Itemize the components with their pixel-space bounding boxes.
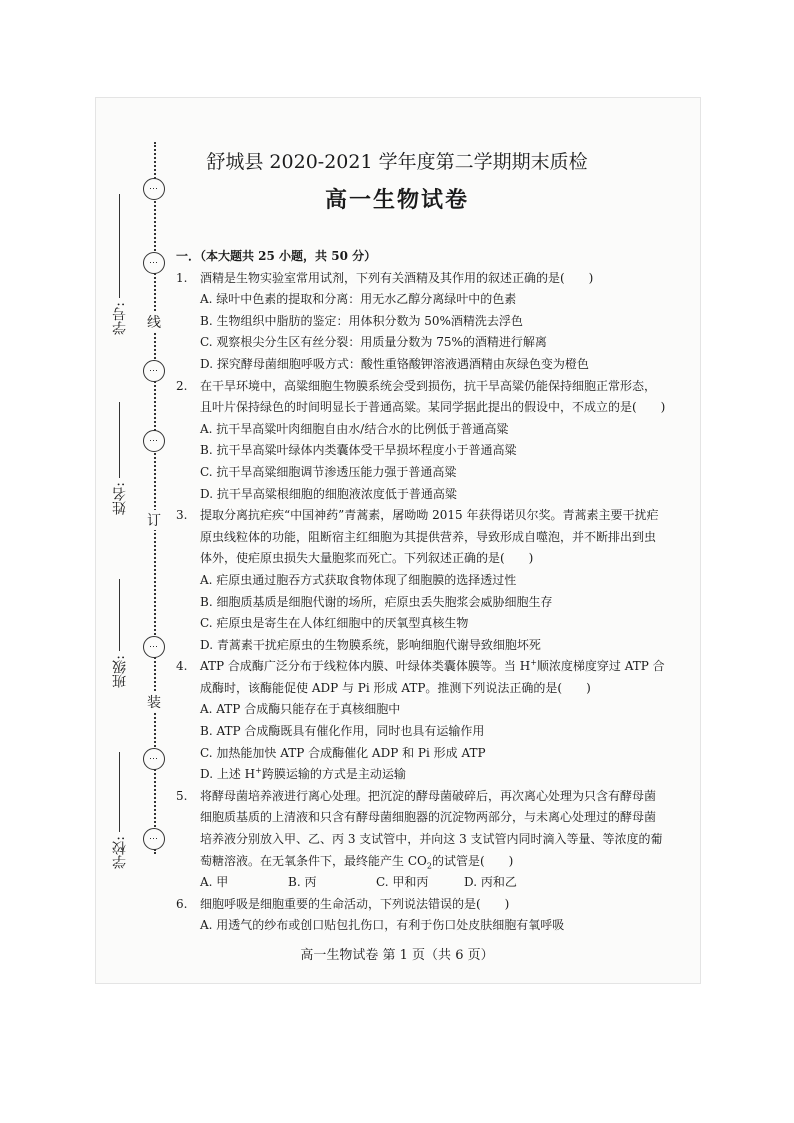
option-2b[interactable]: B. 抗干旱高粱叶绿体内类囊体受干旱损坏程度小于普通高粱 [200,443,517,458]
option-1b[interactable]: B. 生物组织中脂肪的鉴定：用体积分数为 50%酒精洗去浮色 [200,313,523,328]
field-name[interactable]: 姓名: [110,398,130,515]
field-class[interactable]: 班级: [110,575,130,688]
binding-hole: ⋯ [143,178,165,200]
options-5 [176,872,666,894]
option-3d[interactable]: D. 青蒿素干扰疟原虫的生物膜系统，影响细胞代谢导致细胞坏死 [200,637,541,652]
binding-hole: ⋯ [143,430,165,452]
option-3b[interactable]: B. 细胞质基质是细胞代谢的场所，疟原虫丢失胞浆会威胁细胞生存 [200,594,553,609]
question-4: 4. ATP 合成酶广泛分布于线粒体内膜、叶绿体类囊体膜等。当 H+顺浓度梯度穿过 ATP 合成酶时，该酶能促使 ADP 与 Pi 形成 ATP。推测下列说法正确的是( ) [176,658,665,695]
section-heading: 一．（本大题共 25 小题，共 50 分） [176,249,377,263]
option-4d[interactable]: D. 上述 H+跨膜运输的方式是主动运输 [200,766,406,782]
option-4a[interactable]: A. ATP 合成酶只能存在于真核细胞中 [200,702,401,717]
page-footer: 高一生物试卷 第 1 页（共 6 页） [300,948,494,963]
option-2c[interactable]: C. 抗干旱高粱细胞调节渗透压能力强于普通高粱 [200,464,457,479]
option-3a[interactable]: A. 疟原虫通过胞吞方式获取食物体现了细胞膜的选择透过性 [200,572,517,587]
option-1d[interactable]: D. 探究酵母菌细胞呼吸方式：酸性重铬酸钾溶液遇酒精由灰绿色变为橙色 [200,356,589,371]
field-school[interactable]: 学校: [110,748,130,869]
option-5d[interactable]: D. 丙和乙 [464,875,517,890]
option-3c[interactable]: C. 疟原虫是寄生在人体红细胞中的厌氧型真核生物 [200,616,469,631]
question-list [176,246,666,937]
question-6: 6. 细胞呼吸是细胞重要的生命活动，下列说法错误的是( ) [176,896,510,911]
option-5b[interactable]: B. 丙 [288,875,317,890]
option-2d[interactable]: D. 抗干旱高粱根细胞的细胞液浓度低于普通高粱 [200,486,457,501]
option-2a[interactable]: A. 抗干旱高粱叶肉细胞自由水/结合水的比例低于普通高粱 [200,421,509,436]
question-1: 1. 酒精是生物实验室常用试剂，下列有关酒精及其作用的叙述正确的是( ) [176,270,594,285]
question-2: 2. 在干旱环境中，高粱细胞生物膜系统会受到损伤，抗干旱高粱仍能保持细胞正常形态，且叶片保持绿色的时间明显长于普通高粱。某同学据此提出的假设中，不成立的是( ) [176,378,666,415]
exam-subtitle: 高一生物试卷 [324,187,469,213]
binding-hole: ⋯ [143,748,165,770]
option-1c[interactable]: C. 观察根尖分生区有丝分裂：用质量分数为 75%的酒精进行解离 [200,335,547,350]
exam-title: 舒城县 2020-2021 学年度第二学期期末质检 [206,151,588,173]
binding-char-staple: 订 [146,510,162,530]
option-4b[interactable]: B. ATP 合成酶既具有催化作用，同时也具有运输作用 [200,724,485,739]
binding-char-line: 线 [146,312,162,332]
binding-hole: ⋯ [143,828,165,850]
field-student-id[interactable]: 学号: [110,190,130,335]
option-4c[interactable]: C. 加热能加快 ATP 合成酶催化 ADP 和 Pi 形成 ATP [200,745,486,760]
binding-char-bind: 装 [146,692,162,712]
option-6a[interactable]: A. 用透气的纱布或创口贴包扎伤口，有利于伤口处皮肤细胞有氧呼吸 [200,918,565,933]
option-5a[interactable]: A. 甲 [200,875,229,890]
binding-hole: ⋯ [143,636,165,658]
option-5c[interactable]: C. 甲和丙 [376,875,429,890]
question-3: 3. 提取分离抗疟疾“中国神药”青蒿素，屠呦呦 2015 年获得诺贝尔奖。青蒿素主要干扰疟原虫线粒体的功能，阻断宿主红细胞为其提供营养，导致形成自噬泡，并不断排出到虫体外，使疟原虫损失大量胞浆而死亡。下列叙述正确的是( ) [176,508,659,566]
binding-hole: ⋯ [143,252,165,274]
option-1a[interactable]: A. 绿叶中色素的提取和分离：用无水乙醇分离绿叶中的色素 [200,292,517,307]
binding-hole: ⋯ [143,360,165,382]
question-5: 5. 将酵母菌培养液进行离心处理。把沉淀的酵母菌破碎后，再次离心处理为只含有酵母菌细胞质基质的上清液和只含有酵母菌细胞器的沉淀物两部分，与未离心处理过的酵母菌培养液分别放入甲、乙、丙 3 支试管中，并向这 3 支试管内同时滴入等量、等浓度的葡萄糖溶液。在无氧条件下，最终能产生 $CO_2$的试管是( ) [176,788,663,871]
